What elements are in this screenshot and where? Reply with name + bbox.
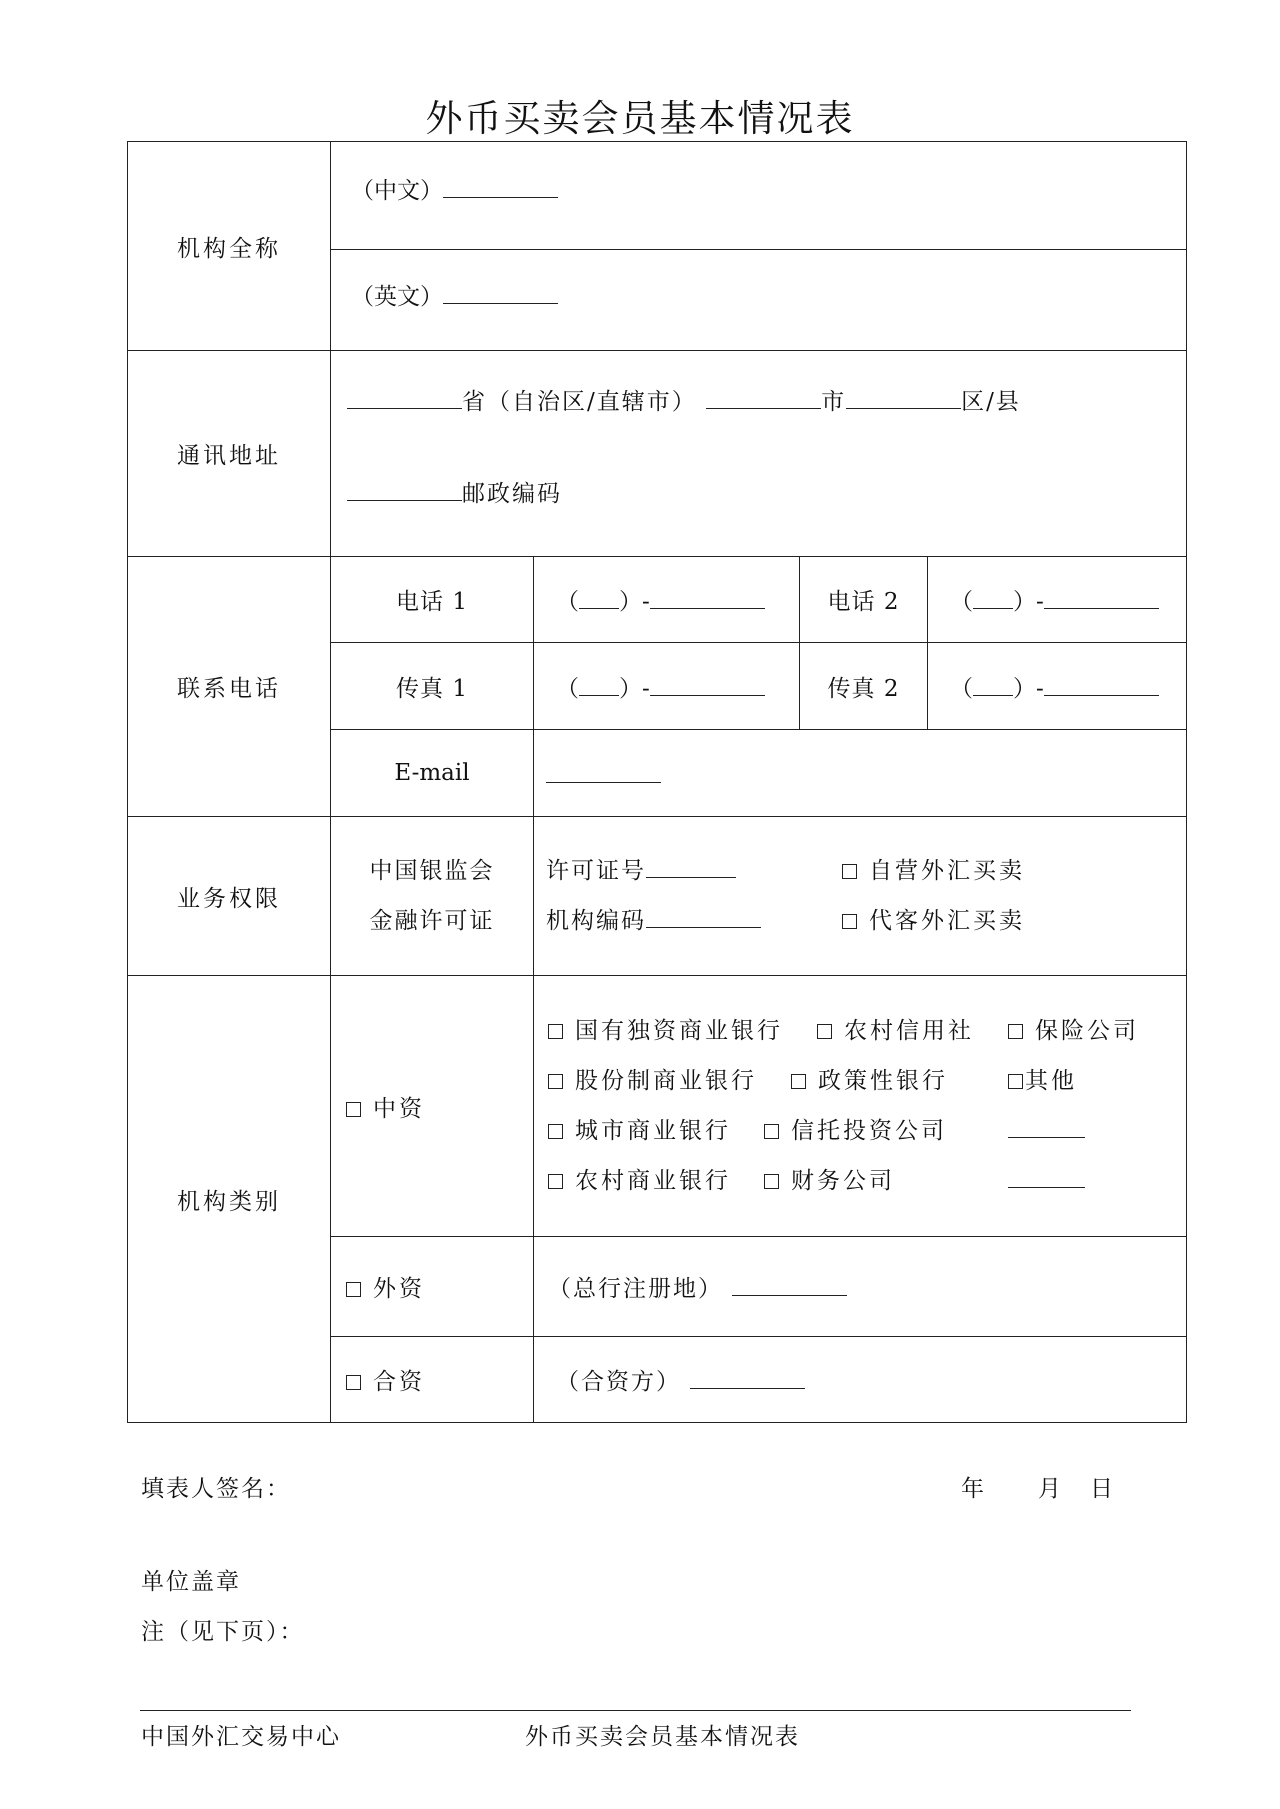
- foreign-hq-field[interactable]: [732, 1271, 847, 1296]
- province-field[interactable]: [347, 384, 462, 409]
- domestic-label: 中资: [373, 1095, 425, 1122]
- self-fx-label: 自营外汇买卖: [869, 858, 1025, 884]
- org-name-chinese-cell: [331, 142, 1187, 250]
- other-field-2[interactable]: [1008, 1163, 1085, 1188]
- tel2-paren-open: （: [950, 589, 973, 615]
- org-name-english-field[interactable]: [443, 279, 558, 304]
- joint-label: 合资: [373, 1369, 425, 1395]
- tel2-label: 电话 2: [800, 557, 928, 643]
- email-label: E-mail: [331, 730, 534, 817]
- tel1-paren-close: ）-: [619, 589, 650, 615]
- agent-fx-checkbox[interactable]: [842, 914, 857, 929]
- email-cell: [534, 730, 1187, 817]
- finance-company-checkbox[interactable]: [764, 1174, 779, 1189]
- postcode-field[interactable]: [347, 476, 462, 501]
- joint-field-cell: [534, 1337, 1187, 1423]
- date-month: 月: [1038, 1476, 1063, 1502]
- license-no-field[interactable]: [646, 853, 736, 878]
- city-commercial-bank-checkbox[interactable]: [548, 1124, 563, 1139]
- address-cell: [331, 351, 1187, 557]
- policy-bank-label: 政策性银行: [818, 1068, 948, 1094]
- seal-label: 单位盖章: [141, 1569, 241, 1595]
- phone-label: 联系电话: [128, 557, 331, 817]
- fax1-area-field[interactable]: [579, 670, 619, 695]
- domestic-cell: [331, 976, 534, 1237]
- business-label: 业务权限: [128, 817, 331, 976]
- fax1-label: 传真 1: [331, 643, 534, 730]
- joint-checkbox[interactable]: [346, 1375, 361, 1390]
- district-label: 区/县: [961, 389, 1021, 415]
- insurance-company-label: 保险公司: [1035, 1018, 1139, 1044]
- footer-divider: [140, 1710, 1131, 1711]
- foreign-checkbox[interactable]: [346, 1282, 361, 1297]
- state-owned-bank-checkbox[interactable]: [548, 1024, 563, 1039]
- fax1-paren-open: （: [556, 675, 579, 702]
- tel2-number-field[interactable]: [1044, 584, 1159, 609]
- district-field[interactable]: [846, 384, 961, 409]
- tel1-cell: [534, 557, 800, 643]
- fax2-area-field[interactable]: [973, 670, 1013, 695]
- foreign-cell: [331, 1237, 534, 1337]
- fax2-number-field[interactable]: [1044, 670, 1159, 695]
- finance-company-label: 财务公司: [791, 1168, 895, 1194]
- org-name-label: 机构全称: [128, 142, 331, 351]
- domestic-options-cell: [534, 976, 1187, 1237]
- joint-cell: [331, 1337, 534, 1423]
- city-label: 市: [821, 389, 847, 415]
- note-label: 注（见下页）：: [141, 1619, 305, 1645]
- agent-fx-label: 代客外汇买卖: [869, 908, 1025, 934]
- foreign-hq-label: （总行注册地）: [548, 1276, 723, 1302]
- tel1-label: 电话 1: [331, 557, 534, 643]
- province-label: 省（自治区/直辖市）: [462, 389, 697, 415]
- page-title: 外币买卖会员基本情况表: [425, 97, 855, 140]
- tel1-number-field[interactable]: [650, 584, 765, 609]
- fax2-paren-open: （: [950, 675, 973, 702]
- org-name-chinese-label: （中文）: [351, 178, 443, 204]
- fax2-paren-close: ）-: [1013, 675, 1044, 702]
- footer-org: 中国外汇交易中心: [141, 1724, 341, 1750]
- joint-party-label: （合资方）: [556, 1369, 681, 1395]
- fax1-cell: [534, 643, 800, 730]
- foreign-field-cell: [534, 1237, 1187, 1337]
- city-field[interactable]: [706, 384, 821, 409]
- tel2-cell: [928, 557, 1187, 643]
- org-name-chinese-field[interactable]: [443, 173, 558, 198]
- joint-stock-bank-label: 股份制商业银行: [575, 1068, 757, 1094]
- insurance-company-checkbox[interactable]: [1008, 1024, 1023, 1039]
- org-code-field[interactable]: [646, 903, 761, 928]
- org-name-english-cell: [331, 250, 1187, 351]
- postcode-label: 邮政编码: [462, 481, 562, 507]
- joint-party-field[interactable]: [690, 1364, 805, 1389]
- rural-credit-coop-label: 农村信用社: [844, 1018, 974, 1044]
- signer-label: 填表人签名：: [141, 1476, 291, 1502]
- state-owned-bank-label: 国有独资商业银行: [575, 1018, 783, 1044]
- rural-credit-coop-checkbox[interactable]: [817, 1024, 832, 1039]
- self-fx-checkbox[interactable]: [842, 864, 857, 879]
- other-field-1[interactable]: [1008, 1113, 1085, 1138]
- fax1-paren-close: ）-: [619, 675, 650, 702]
- address-label: 通讯地址: [128, 351, 331, 557]
- fax2-label: 传真 2: [800, 643, 928, 730]
- fax2-cell: [928, 643, 1187, 730]
- other-checkbox[interactable]: [1008, 1074, 1023, 1089]
- fax1-number-field[interactable]: [650, 670, 765, 695]
- license-cert-label: [331, 817, 534, 976]
- domestic-checkbox[interactable]: [346, 1102, 361, 1117]
- license-cert-line1: 中国银监会: [369, 858, 495, 884]
- tel2-paren-close: ）-: [1013, 589, 1044, 615]
- email-field[interactable]: [546, 757, 661, 782]
- org-code-label: 机构编码: [546, 908, 646, 934]
- joint-stock-bank-checkbox[interactable]: [548, 1074, 563, 1089]
- policy-bank-checkbox[interactable]: [791, 1074, 806, 1089]
- license-no-label: 许可证号: [546, 858, 646, 884]
- category-label: 机构类别: [128, 976, 331, 1423]
- city-commercial-bank-label: 城市商业银行: [575, 1118, 731, 1144]
- rural-commercial-bank-checkbox[interactable]: [548, 1174, 563, 1189]
- member-info-form: [127, 141, 1187, 1423]
- rural-commercial-bank-label: 农村商业银行: [575, 1168, 731, 1194]
- tel1-paren-open: （: [556, 589, 579, 615]
- trust-company-checkbox[interactable]: [764, 1124, 779, 1139]
- other-label: 其他: [1025, 1068, 1077, 1094]
- tel1-area-field[interactable]: [579, 584, 619, 609]
- license-cert-line2: 金融许可证: [369, 908, 495, 934]
- business-cell: [534, 817, 1187, 976]
- trust-company-label: 信托投资公司: [791, 1118, 947, 1144]
- footer-doc-title: 外币买卖会员基本情况表: [525, 1724, 800, 1750]
- date-day: 日: [1090, 1476, 1115, 1502]
- org-name-english-label: （英文）: [351, 284, 443, 310]
- tel2-area-field[interactable]: [973, 584, 1013, 609]
- date-year: 年: [961, 1476, 986, 1502]
- foreign-label: 外资: [373, 1276, 425, 1302]
